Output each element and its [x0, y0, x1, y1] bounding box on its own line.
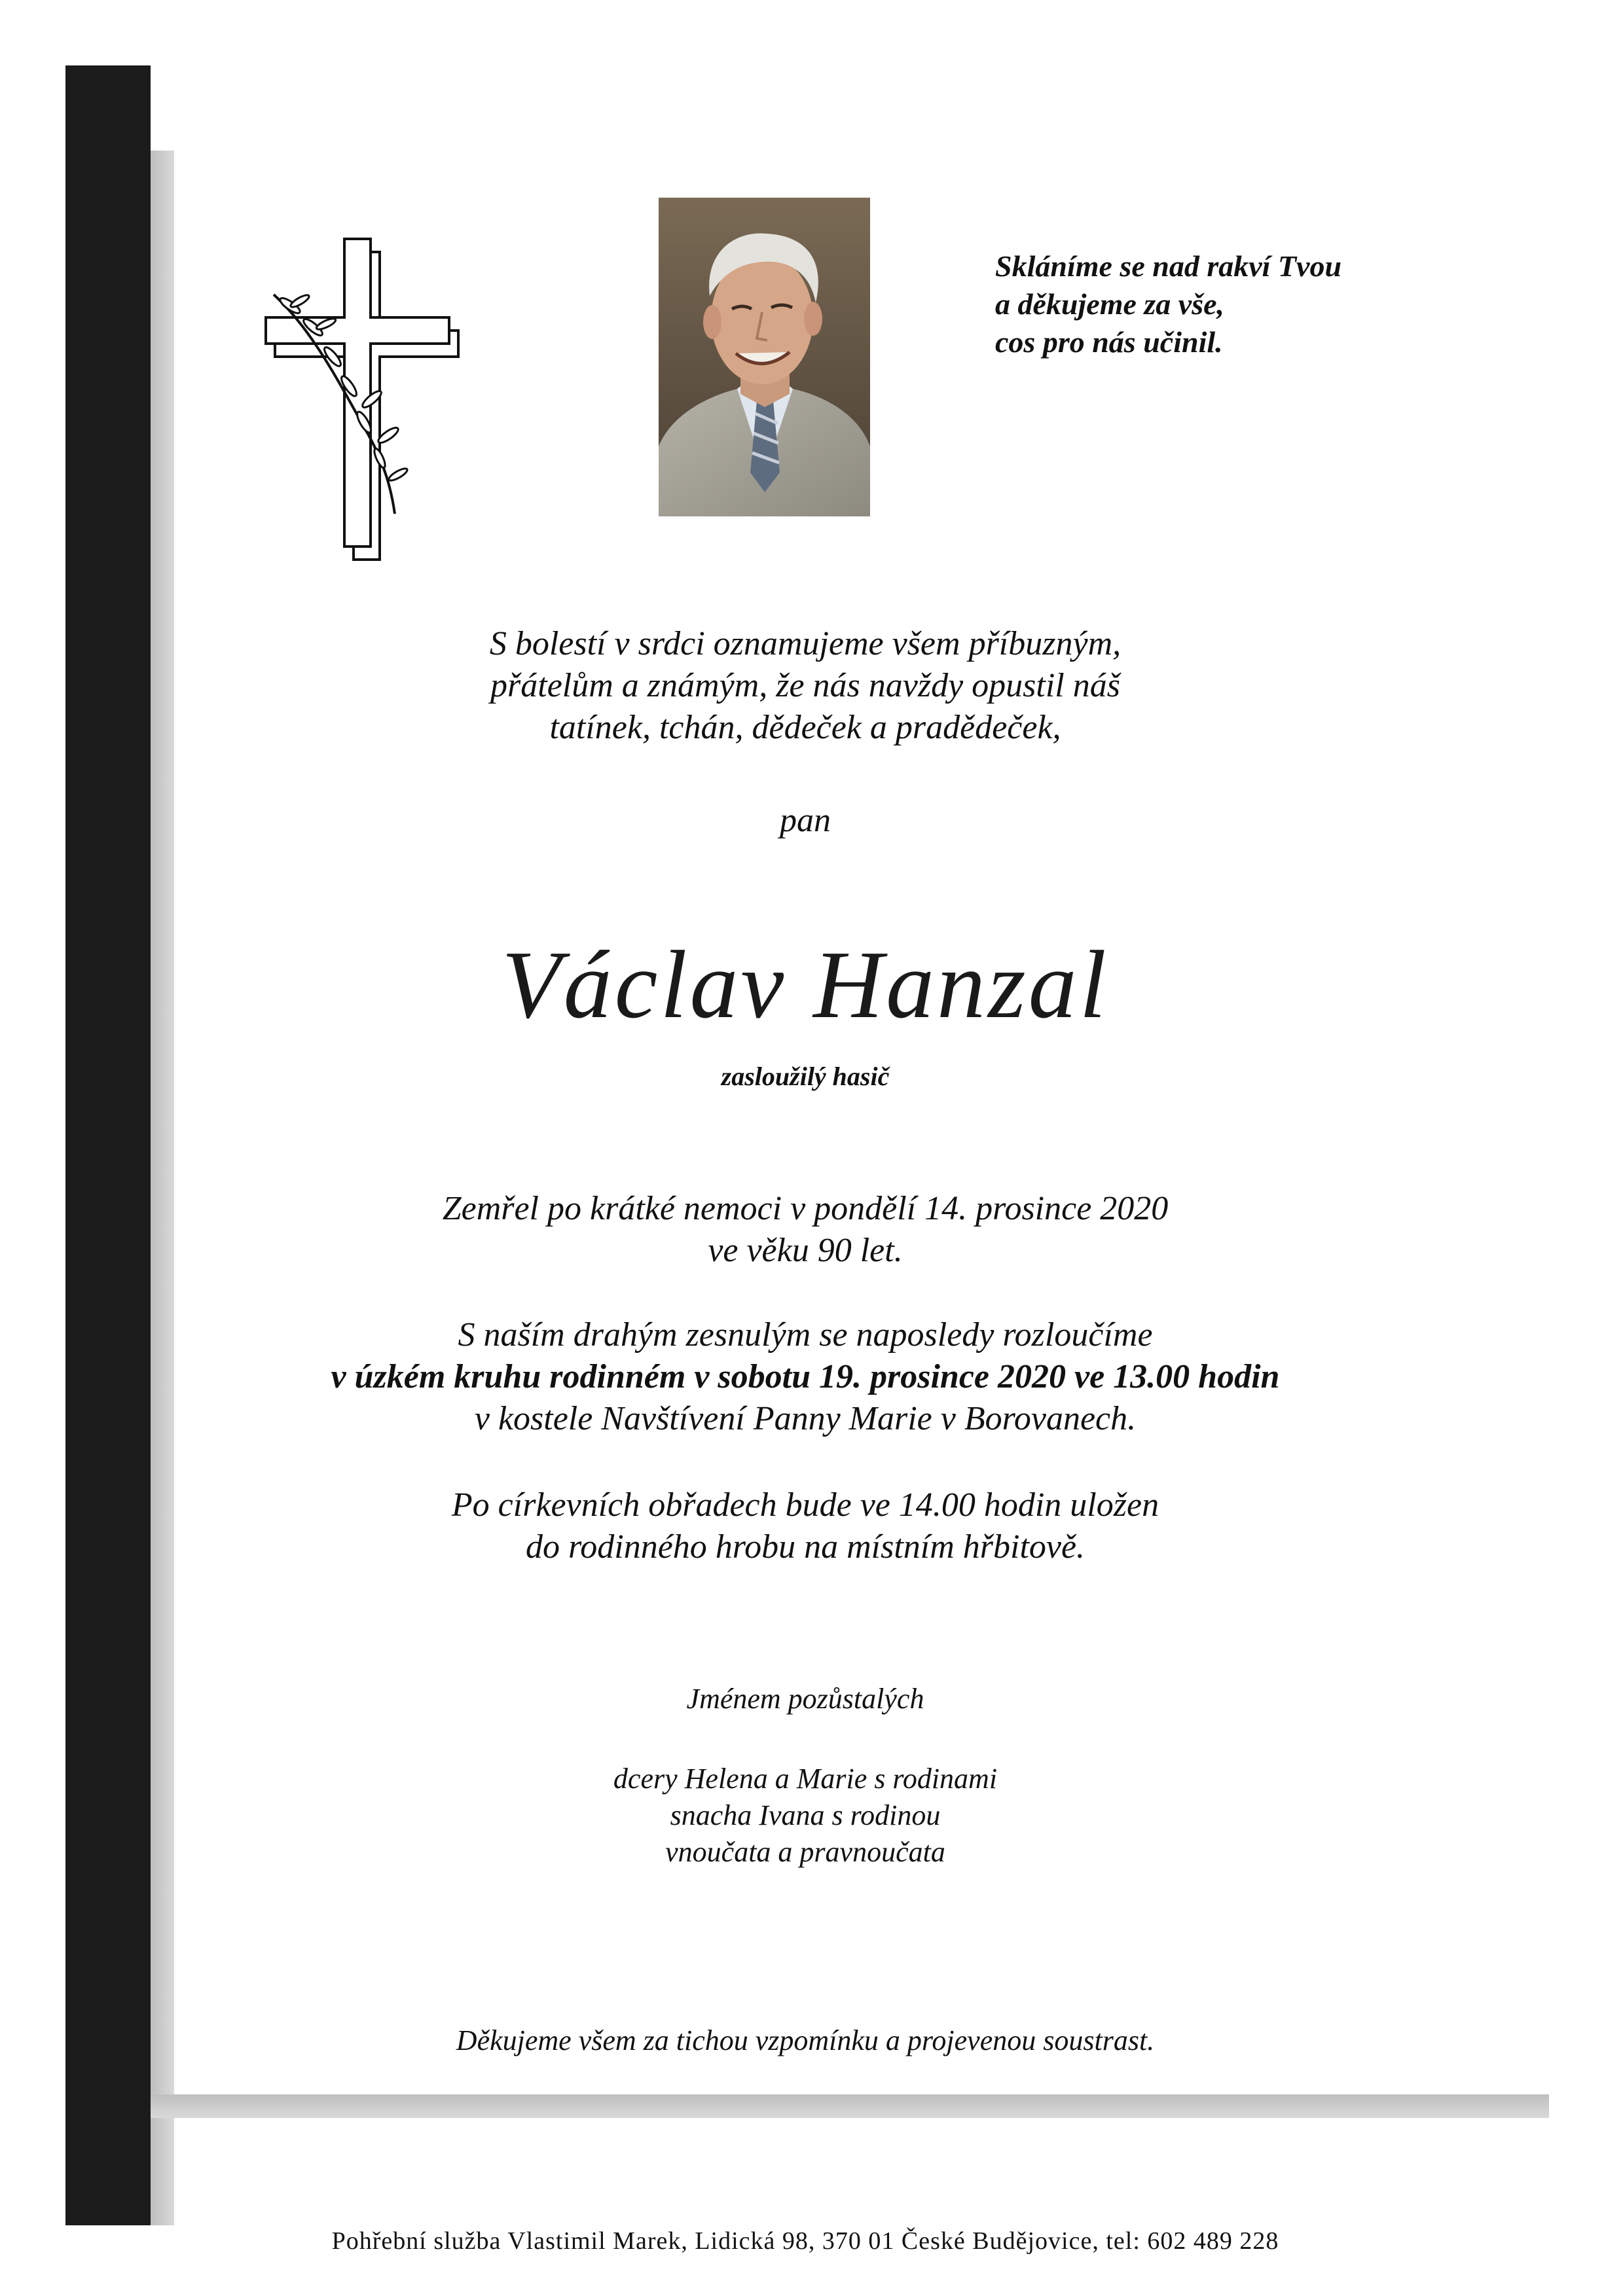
deceased-profession: zasloužilý hasič: [721, 1062, 890, 1091]
quote-line: cos pro nás učinil.: [995, 325, 1223, 359]
burial-line: do rodinného hrobu na místním hřbitově.: [525, 1528, 1085, 1566]
deceased-name: Václav Hanzal: [501, 931, 1109, 1039]
farewell-info: [216, 1314, 1395, 1440]
death-line: Zemřel po krátké nemoci v pondělí 14. prosince 2020: [442, 1190, 1169, 1227]
quote-line: Skláníme se nad rakví Tvou: [995, 249, 1342, 283]
death-info: [216, 1188, 1395, 1272]
cross-with-olive-branch-icon: [261, 232, 464, 566]
farewell-line: S naším drahým zesnulým se naposledy rozloučíme: [458, 1316, 1153, 1354]
memorial-quote: [995, 247, 1453, 361]
farewell-line-emphasis: v úzkém kruhu rodinném v sobotu 19. prosince 2020 ve 13.00 hodin: [331, 1358, 1280, 1395]
mourning-border-grey-horizontal: [151, 2094, 1549, 2118]
farewell-line: v kostele Navštívení Panny Marie v Borovanech.: [474, 1400, 1137, 1437]
survivor-line: snacha Ivana s rodinou: [670, 1799, 941, 1831]
funeral-service-footer: Pohřební služba Vlastimil Marek, Lidická 98, 370 01 České Budějovice, tel: 602 489 228: [331, 2227, 1279, 2255]
burial-info: [216, 1484, 1395, 1568]
portrait-photo: [659, 198, 870, 516]
quote-line: a děkujeme za vše,: [995, 287, 1225, 321]
announcement-text: [216, 623, 1395, 749]
announcement-line: S bolestí v srdci oznamujeme všem příbuzným,: [489, 625, 1122, 662]
honorific-title: pan: [780, 802, 831, 839]
announcement-line: přátelům a známým, že nás navždy opustil náš: [490, 667, 1120, 704]
mourning-border-grey-vertical: [151, 151, 174, 2225]
survivors-heading: Jménem pozůstalých: [686, 1683, 924, 1715]
survivor-line: vnoučata a pravnoučata: [665, 1836, 945, 1868]
burial-line: Po církevních obřadech bude ve 14.00 hodin uložen: [451, 1486, 1159, 1524]
death-line: ve věku 90 let.: [708, 1232, 903, 1269]
mourning-border-black: [65, 65, 151, 2225]
survivor-line: dcery Helena a Marie s rodinami: [613, 1763, 998, 1795]
announcement-line: tatínek, tchán, dědeček a pradědeček,: [549, 709, 1061, 746]
thanks-text: Děkujeme všem za tichou vzpomínku a projevenou soustrast.: [456, 2024, 1155, 2056]
survivors-list: [216, 1761, 1395, 1871]
